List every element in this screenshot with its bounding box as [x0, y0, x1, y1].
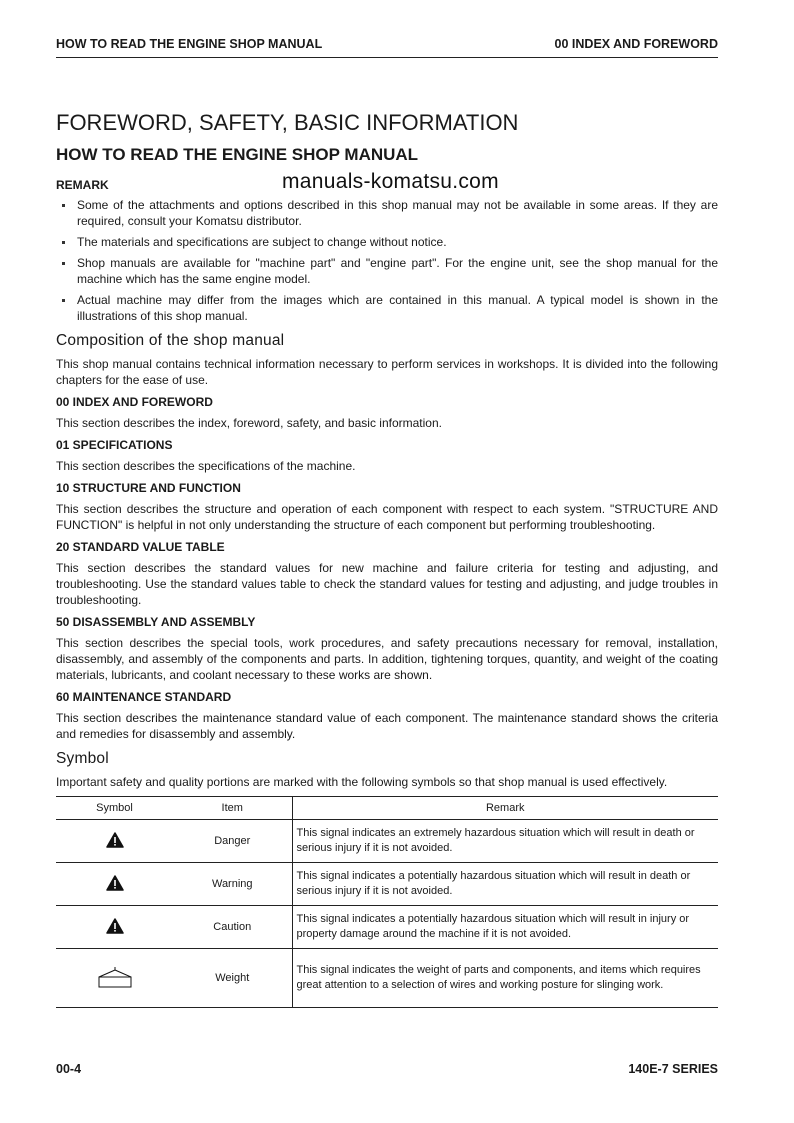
- remark-cell: This signal indicates an extremely hazardous situation which will result in death or serious injury if it is not avoided.: [292, 820, 718, 863]
- symbol-intro: Important safety and quality portions are marked with the following symbols so that shop manual is used effectively.: [56, 775, 668, 789]
- section-text: This section describes the structure and operation of each component with respect to each system. "STRUCTURE AND FUNCTION" is helpful in not only understanding the structure of each component but performing troubleshooting.: [56, 502, 718, 532]
- table-row: [56, 820, 718, 863]
- remark-heading: REMARK: [56, 178, 109, 192]
- section-heading: 20 STANDARD VALUE TABLE: [56, 540, 225, 554]
- page-body: [56, 110, 718, 1008]
- composition-intro: This shop manual contains technical information necessary to perform services in workshops. It is divided into the following chapters for the ease of use.: [56, 357, 718, 387]
- page-title: FOREWORD, SAFETY, BASIC INFORMATION: [56, 110, 519, 135]
- remark-cell: This signal indicates the weight of parts and components, and items which requires great attention to a selection of wires and working posture for slinging work.: [292, 949, 718, 1008]
- page-number: 00-4: [56, 1062, 82, 1076]
- header-right: 00 INDEX AND FOREWORD: [554, 37, 718, 51]
- remark-list: [56, 197, 718, 324]
- model-series: 140E-7 SERIES: [628, 1062, 718, 1076]
- section-heading: 50 DISASSEMBLY AND ASSEMBLY: [56, 615, 256, 629]
- composition-heading: Composition of the shop manual: [56, 332, 285, 349]
- watermark: manuals-komatsu.com: [282, 170, 499, 193]
- header-left: HOW TO READ THE ENGINE SHOP MANUAL: [56, 37, 323, 51]
- section-block: [56, 539, 718, 608]
- section-text: This section describes the standard values for new machine and failure criteria for testing and adjusting, and troubleshooting. Use the standard values table to check the standard values for testing and adjusting, and judge troubles in troubleshooting.: [56, 561, 718, 607]
- table-header-row: [56, 797, 718, 820]
- item-cell: Weight: [173, 949, 292, 1008]
- list-item: Some of the attachments and options described in this shop manual may not be available in some areas. If they are required, consult your Komatsu distributor.: [56, 197, 718, 229]
- warning-triangle-icon: [106, 918, 124, 934]
- section-heading: 60 MAINTENANCE STANDARD: [56, 690, 232, 704]
- list-item: Actual machine may differ from the images which are contained in this manual. A typical model is shown in the illustrations of this shop manual.: [56, 292, 718, 324]
- item-cell: Caution: [173, 906, 292, 949]
- column-header: Remark: [292, 797, 718, 820]
- section-heading: 10 STRUCTURE AND FUNCTION: [56, 481, 241, 495]
- page-header: [56, 37, 718, 51]
- remark-heading-row: [56, 171, 718, 193]
- table-row: [56, 949, 718, 1008]
- column-header: Symbol: [56, 797, 173, 820]
- section-text: This section describes the index, foreword, safety, and basic information.: [56, 416, 442, 430]
- section-block: [56, 480, 718, 533]
- page-footer: [56, 1062, 718, 1076]
- section-block: [56, 689, 718, 742]
- section-block: [56, 437, 718, 474]
- section-text: This section describes the special tools, work procedures, and safety precautions necessary for removal, installation, disassembly, and assembly of the components and parts. In addition, tightening torques, quantity, and weight of the coating materials, lubricants, and coolant necessary to these works are shown.: [56, 636, 718, 682]
- section-block: [56, 394, 718, 431]
- remark-cell: This signal indicates a potentially hazardous situation which will result in injury or property damage around the machine if it is not avoided.: [292, 906, 718, 949]
- warning-triangle-icon: [106, 875, 124, 891]
- section-text: This section describes the maintenance standard value of each component. The maintenance standard shows the criteria and remedies for disassembly and assembly.: [56, 711, 718, 741]
- table-row: [56, 863, 718, 906]
- list-item: The materials and specifications are subject to change without notice.: [56, 234, 718, 250]
- symbol-heading: Symbol: [56, 750, 109, 767]
- table-row: [56, 906, 718, 949]
- symbol-table: [56, 796, 718, 1008]
- section-block: [56, 614, 718, 683]
- warning-triangle-icon: [106, 832, 124, 848]
- section-text: This section describes the specifications of the machine.: [56, 459, 356, 473]
- item-cell: Danger: [173, 820, 292, 863]
- header-rule: [56, 57, 718, 58]
- column-header: Item: [173, 797, 292, 820]
- list-item: Shop manuals are available for "machine part" and "engine part". For the engine unit, see the shop manual for the machine which has the same engine model.: [56, 255, 718, 287]
- page-subtitle: HOW TO READ THE ENGINE SHOP MANUAL: [56, 145, 419, 164]
- item-cell: Warning: [173, 863, 292, 906]
- section-heading: 00 INDEX AND FOREWORD: [56, 395, 213, 409]
- weight-sling-icon: [97, 966, 133, 988]
- remark-cell: This signal indicates a potentially hazardous situation which will result in death or serious injury if it is not avoided.: [292, 863, 718, 906]
- section-heading: 01 SPECIFICATIONS: [56, 438, 173, 452]
